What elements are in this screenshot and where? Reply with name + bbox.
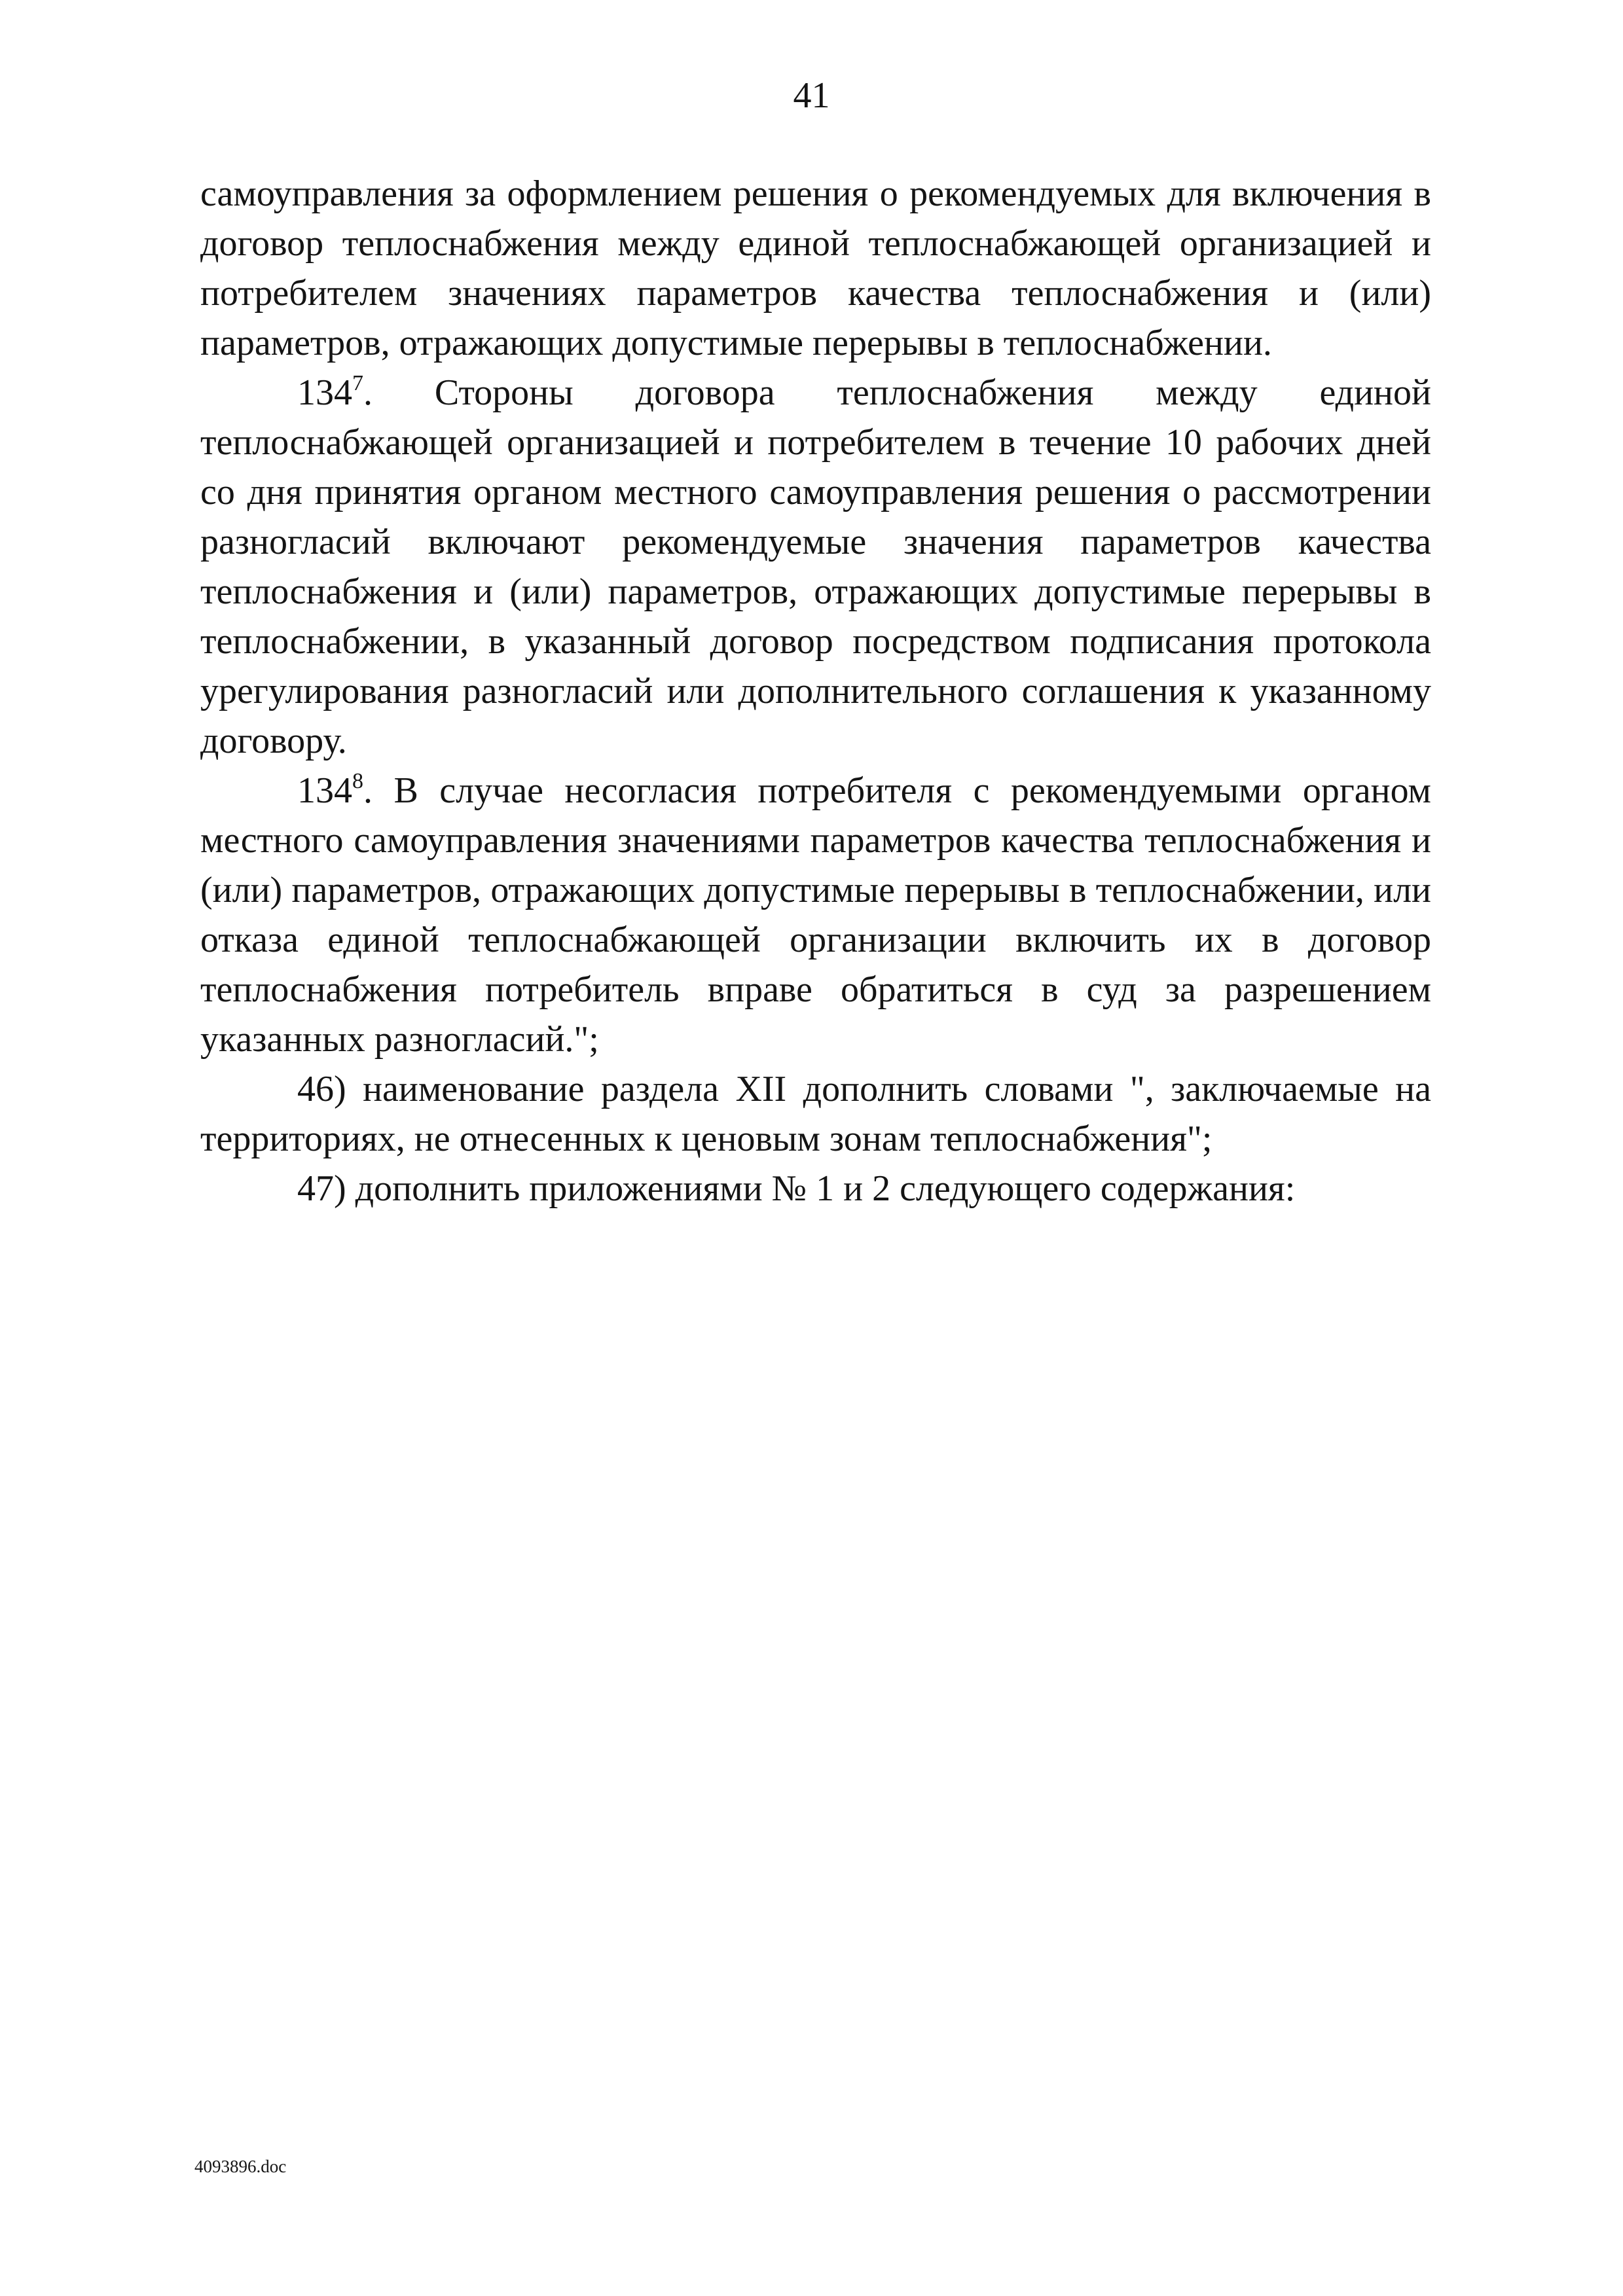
paragraph-text: . Стороны договора теплоснабжения между единой теплоснабжающей организацией и потребителем в течение 10 рабочих дней со дня принятия органом местного самоуправления решения о рассмотрении разногласий включают рекомендуемые значения параметров качества теплоснабжения и (или) параметров, отражающих допустимые перерывы в теплоснабжении, в указанный договор посредством подписания протокола урегулирования разногласий или дополнительного соглашения к указанному договору. (200, 372, 1431, 761)
document-body (200, 169, 1431, 1213)
paragraph-number-superscript: 7 (352, 371, 363, 395)
paragraph-text: 46) наименование раздела XII дополнить словами ", заключаемые на территориях, не отнесенных к ценовым зонам теплоснабжения"; (200, 1069, 1431, 1159)
paragraph-134-8 (200, 766, 1431, 1064)
footer-doc-code: 4093896.doc (194, 2157, 287, 2176)
paragraph-number: 134 (297, 770, 352, 811)
paragraph-continuation (200, 169, 1431, 368)
paragraph-item-47 (200, 1164, 1431, 1213)
paragraph-number-superscript: 8 (352, 769, 363, 793)
page-number: 41 (793, 75, 830, 116)
paragraph-text: . В случае несогласия потребителя с рекомендуемыми органом местного самоуправления значениями параметров качества теплоснабжения и (или) параметров, отражающих допустимые перерывы в теплоснабжении, или отказа единой теплоснабжающей организации включить их в договор теплоснабжения потребитель вправе обратиться в суд за разрешением указанных разногласий."; (200, 770, 1431, 1060)
paragraph-number: 134 (297, 372, 352, 413)
paragraph-text: самоуправления за оформлением решения о рекомендуемых для включения в договор теплоснабжения между единой теплоснабжающей организацией и потребителем значениях параметров качества теплоснабжения и (или) параметров, отражающих допустимые перерывы в теплоснабжении. (200, 173, 1431, 363)
paragraph-item-46 (200, 1064, 1431, 1164)
paragraph-134-7 (200, 368, 1431, 766)
paragraph-text: 47) дополнить приложениями № 1 и 2 следующего содержания: (297, 1168, 1296, 1209)
